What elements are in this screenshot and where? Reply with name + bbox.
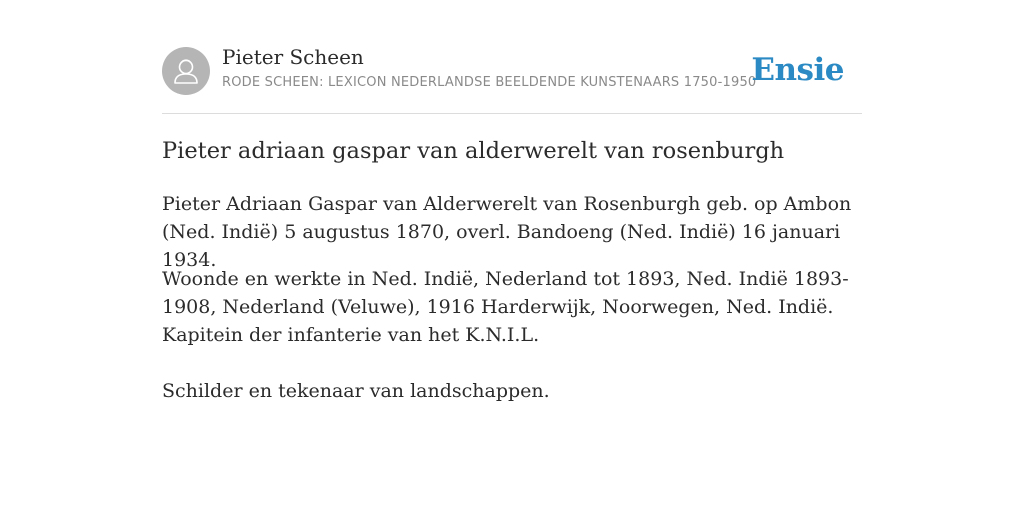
author-name[interactable]: Pieter Scheen (222, 45, 364, 69)
article-card (162, 0, 862, 402)
article-header (162, 0, 862, 114)
page-title: Pieter adriaan gaspar van alderwerelt van rosenburgh (162, 138, 785, 164)
source-title[interactable]: RODE SCHEEN: LEXICON NEDERLANDSE BEELDENDE KUNSTENAARS 1750-1950 (222, 75, 757, 90)
paragraph-profession: Schilder en tekenaar van landschappen. (162, 380, 550, 402)
user-placeholder-icon (162, 47, 210, 95)
paragraph-birth-death: Pieter Adriaan Gaspar van Alderwerelt van Rosenburgh geb. op Ambon (Ned. Indië) 5 augustus 1870, overl. Bandoeng (Ned. Indië) 16 januari 1934. (162, 193, 852, 271)
paragraph-residence: Woonde en werkte in Ned. Indië, Nederland tot 1893, Ned. Indië 1893-1908, Nederland (Veluwe), 1916 Harderwijk, Noorwegen, Ned. Indië. Kapitein der infanterie van het K.N.I.L. (162, 268, 849, 346)
ensie-logo[interactable]: Ensie (751, 52, 844, 88)
